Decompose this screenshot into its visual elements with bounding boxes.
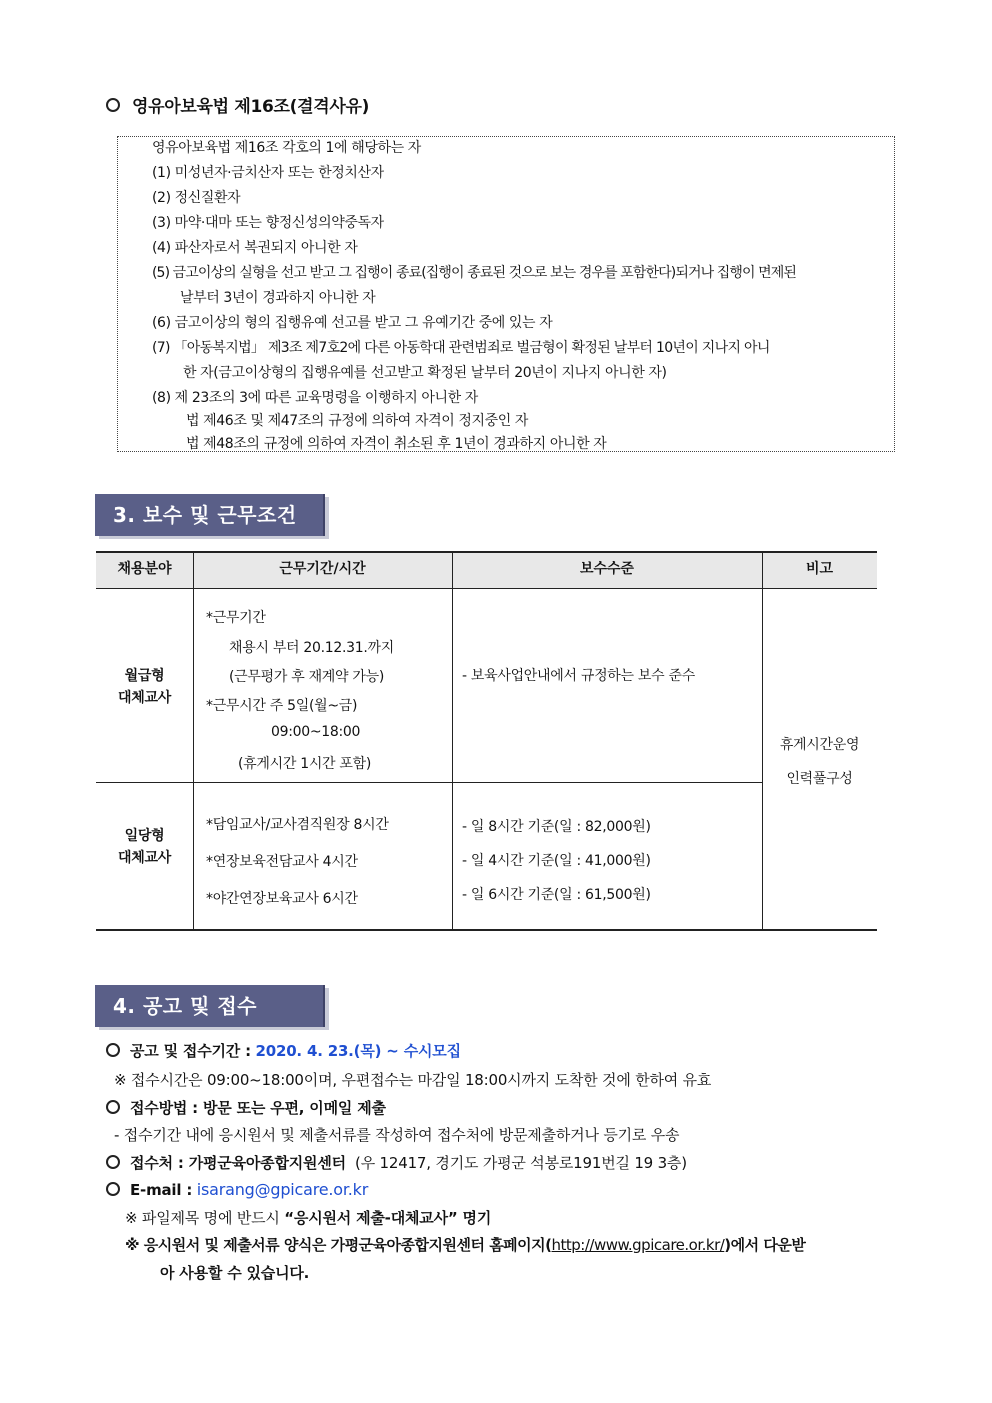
period-label: 공고 및 접수기간 : (130, 1042, 251, 1060)
period-value: 2020. 4. 23.(목) ~ 수시모집 (255, 1042, 461, 1060)
row2-field-line2: 대체교사 (118, 850, 171, 866)
place-line (106, 1152, 687, 1173)
box-line: 영유아보육법 제16조 각호의 1에 해당하는 자 (152, 140, 421, 156)
row1-field-line1: 월급형 (124, 668, 165, 684)
row1-period-line: *근무기간 (206, 610, 266, 626)
row2-field-line1: 일당형 (124, 828, 165, 844)
row2-pay-line: - 일 4시간 기준(일 : 41,000원) (462, 853, 651, 869)
section4-header: 4. 공고 및 접수 (95, 985, 325, 1027)
row2-pay-line: - 일 8시간 기준(일 : 82,000원) (462, 819, 651, 835)
row2-period-line: *연장보육전담교사 4시간 (206, 854, 358, 870)
box-line: (4) 파산자로서 복권되지 아니한 자 (152, 240, 358, 256)
box-line: 법 제48조의 규정에 의하여 자격이 취소된 후 1년이 경과하지 아니한 자 (186, 436, 607, 452)
header-field: 채용분야 (117, 561, 172, 577)
header-period: 근무기간/시간 (279, 561, 366, 577)
place-address: (우 12417, 경기도 가평군 석봉로191번길 19 3층) (355, 1154, 687, 1172)
circle-bullet-icon (106, 98, 120, 112)
row1-period-line: *근무시간 주 5일(월~금) (206, 698, 358, 714)
homepage-link[interactable]: http://www.gpicare.or.kr/ (551, 1236, 725, 1254)
row2-period-line: *야간연장보육교사 6시간 (206, 891, 358, 907)
file-note-bold: “응시원서 제출-대체교사” 명기 (284, 1209, 492, 1227)
section1-heading (106, 92, 369, 117)
note-line1: 휴게시간운영 (779, 737, 860, 753)
box-line: (3) 마약·대마 또는 향정신성의약중독자 (152, 215, 384, 231)
form-note-a: ※ 응시원서 및 제출서류 양식은 가평군육아종합지원센터 홈페이지( (125, 1236, 552, 1254)
header-note: 비고 (805, 561, 834, 577)
circle-bullet-icon (106, 1100, 120, 1114)
email-line (106, 1180, 368, 1199)
method-line (106, 1097, 386, 1118)
box-line: 날부터 3년이 경과하지 아니한 자 (180, 290, 376, 306)
box-line: (7) 「아동복지법」 제3조 제7호2에 다른 아동학대 관련범죄로 벌금형이 확정된 날부터 10년이 지나지 아니 (152, 340, 770, 356)
file-note (125, 1207, 491, 1228)
form-note-c: 아 사용할 수 있습니다. (160, 1264, 310, 1282)
box-line: (8) 제 23조의 3에 따른 교육명령을 이행하지 아니한 자 (152, 390, 478, 406)
circle-bullet-icon (106, 1043, 120, 1057)
email-label: E-mail : (130, 1181, 193, 1199)
box-line: (5) 금고이상의 실형을 선고 받고 그 집행이 종료(집행이 종료된 것으로 보는 경우를 포함한다)되거나 집행이 면제된 (152, 265, 797, 281)
box-line: (6) 금고이상의 형의 집행유예 선고를 받고 그 유예기간 중에 있는 자 (152, 315, 553, 331)
row2-pay-line: - 일 6시간 기준(일 : 61,500원) (462, 887, 651, 903)
box-line: (1) 미성년자·금치산자 또는 한정치산자 (152, 165, 384, 181)
circle-bullet-icon (106, 1155, 120, 1169)
row1-period-line: 09:00~18:00 (271, 724, 361, 740)
note-line2: 인력풀구성 (786, 771, 853, 787)
row1-period-line: (근무평가 후 재계약 가능) (229, 669, 385, 685)
section1-heading-text: 영유아보육법 제16조(결격사유) (132, 97, 370, 117)
pay-conditions-table (96, 551, 877, 931)
method-text: 접수방법 : 방문 또는 우편, 이메일 제출 (130, 1099, 386, 1117)
header-pay: 보수수준 (579, 561, 635, 577)
box-line: 법 제46조 및 제47조의 규정에 의하여 자격이 정지중인 자 (186, 413, 529, 429)
box-line: 한 자(금고이상형의 집행유예를 선고받고 확정된 날부터 20년이 지나지 아니한 자) (183, 365, 667, 381)
section3-header: 3. 보수 및 근무조건 (95, 494, 325, 536)
form-note-b: )에서 다운받 (724, 1236, 806, 1254)
time-note: ※ 접수시간은 09:00~18:00이며, 우편접수는 마감일 18:00시까지 도착한 것에 한하여 유효 (114, 1071, 712, 1089)
form-note (125, 1234, 805, 1255)
row1-period-line: 채용시 부터 20.12.31.까지 (229, 640, 394, 656)
file-note-prefix: ※ 파일제목 명에 반드시 (125, 1209, 280, 1227)
period-line (106, 1040, 461, 1061)
place-label: 접수처 : 가평군육아종합지원센터 (130, 1154, 346, 1172)
box-line: (2) 정신질환자 (152, 190, 241, 206)
row2-period-line: *담임교사/교사겸직원장 8시간 (206, 817, 389, 833)
method-note: - 접수기간 내에 응시원서 및 제출서류를 작성하여 접수처에 방문제출하거나 등기로 우송 (114, 1126, 680, 1144)
row1-pay: - 보육사업안내에서 규정하는 보수 준수 (462, 668, 695, 684)
row1-period-line: (휴게시간 1시간 포함) (238, 756, 372, 772)
circle-bullet-icon (106, 1182, 120, 1196)
email-link[interactable]: isarang@gpicare.or.kr (196, 1180, 369, 1199)
row1-field-line2: 대체교사 (118, 690, 171, 706)
